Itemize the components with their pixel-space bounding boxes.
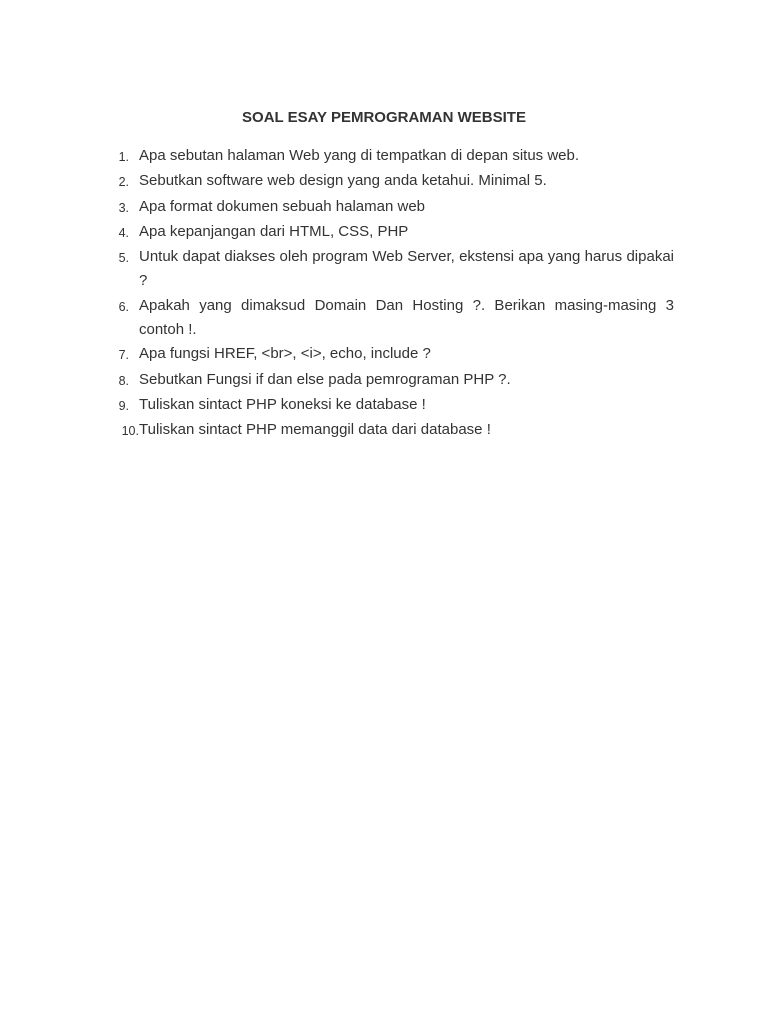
- question-text: Tuliskan sintact PHP koneksi ke database !: [139, 395, 426, 413]
- question-number: 8.: [118, 373, 129, 388]
- question-number: 3.: [118, 200, 129, 215]
- question-item: [112, 393, 674, 418]
- question-item: [112, 418, 674, 443]
- question-list: [112, 144, 674, 444]
- question-item: [112, 169, 674, 194]
- question-number: 7.: [118, 348, 129, 363]
- question-number: 2.: [118, 175, 129, 190]
- question-text: Sebutkan Fungsi if dan else pada pemrograman PHP ?.: [139, 370, 511, 388]
- question-number: 10.: [121, 424, 139, 439]
- question-text: Apakah yang dimaksud Domain Dan Hosting ?. Berikan masing-masing 3 contoh !.: [139, 296, 674, 339]
- question-text: Tuliskan sintact PHP memanggil data dari database !: [139, 421, 491, 439]
- question-number: 1.: [118, 150, 129, 164]
- question-number: 4.: [118, 225, 129, 240]
- question-text: Apa fungsi HREF, <br>, <i>, echo, include ?: [139, 345, 431, 363]
- question-item: [112, 144, 674, 169]
- question-item: [112, 245, 674, 294]
- question-text: Apa sebutan halaman Web yang di tempatkan di depan situs web.: [139, 147, 580, 164]
- question-item: [112, 368, 674, 393]
- question-item: [112, 220, 674, 245]
- question-text: Apa format dokumen sebuah halaman web: [139, 197, 426, 215]
- question-item: [112, 294, 674, 343]
- document-title: SOAL ESAY PEMROGRAMAN WEBSITE: [242, 109, 526, 126]
- question-text: Sebutkan software web design yang anda ketahui. Minimal 5.: [139, 172, 547, 190]
- question-number: 9.: [118, 398, 129, 413]
- question-text: Untuk dapat diakses oleh program Web Server, ekstensi apa yang harus dipakai ?: [139, 248, 674, 290]
- question-item: [112, 195, 674, 220]
- question-number: 5.: [118, 251, 129, 266]
- question-text: Apa kepanjangan dari HTML, CSS, PHP: [139, 222, 409, 240]
- question-item: [112, 342, 674, 367]
- question-number: 6.: [118, 299, 129, 314]
